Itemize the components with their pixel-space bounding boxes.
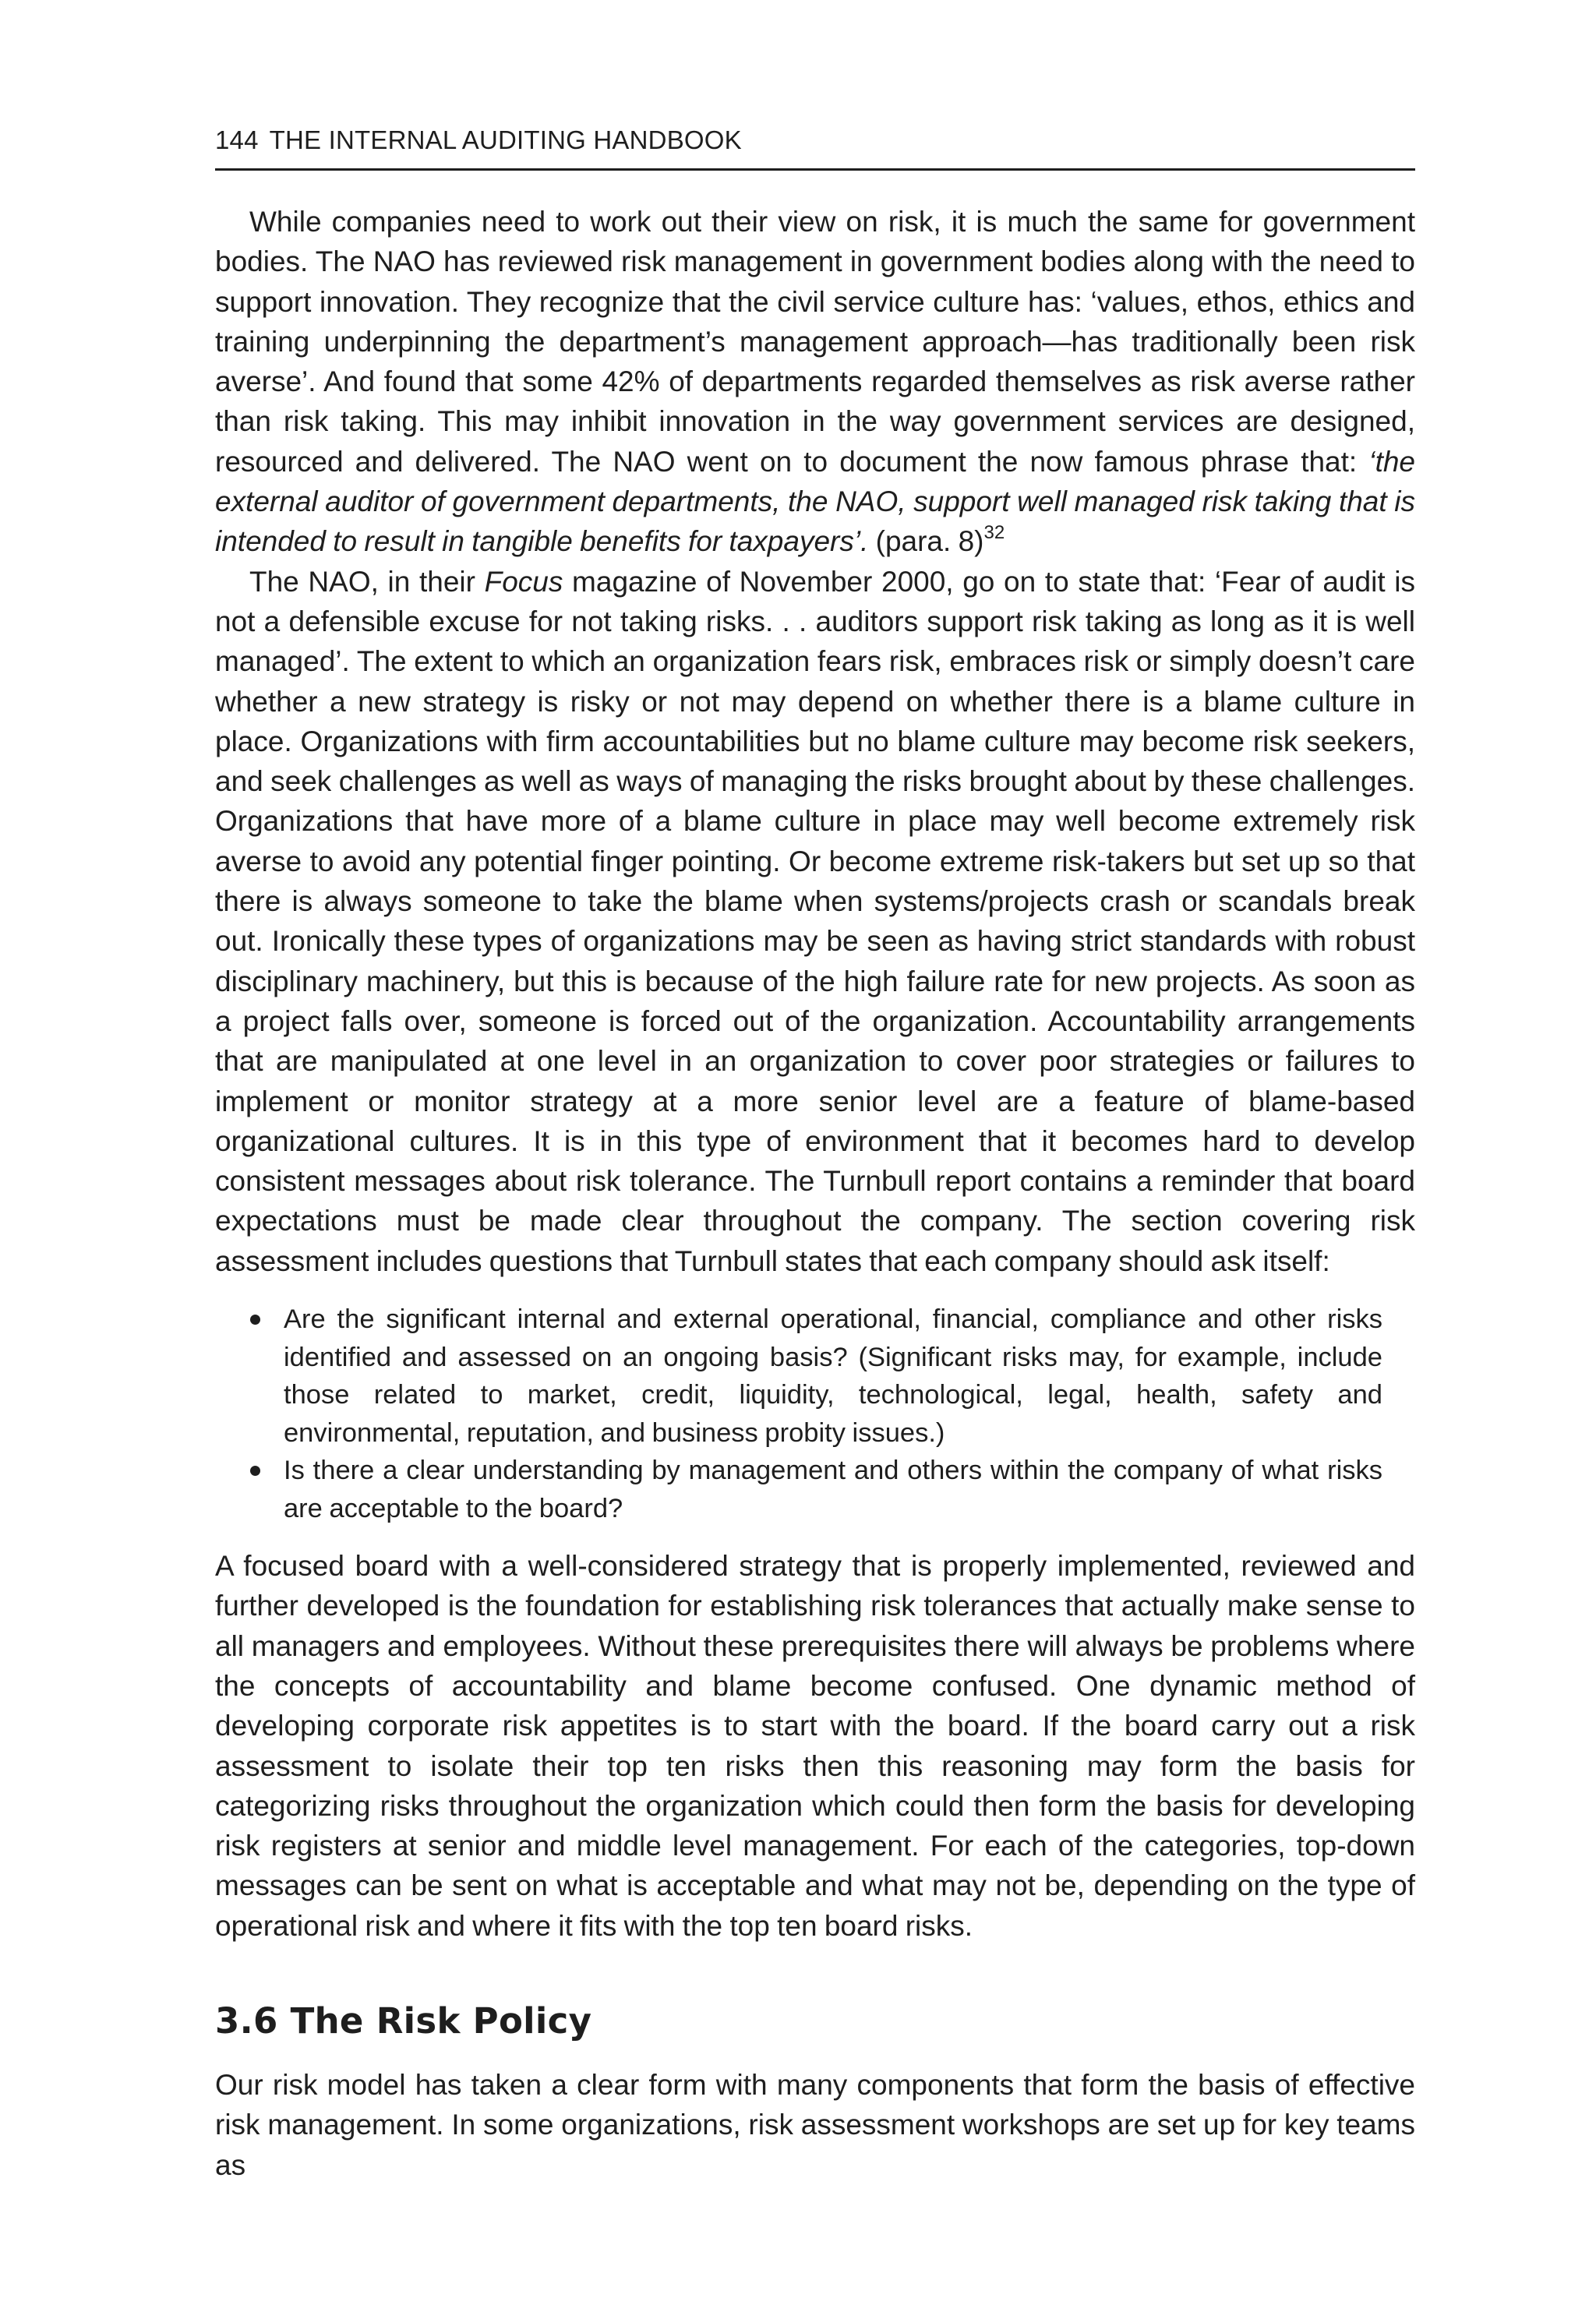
magazine-title: Focus xyxy=(484,565,563,598)
list-item-text: Are the significant internal and external operational, financial, compliance and other risks identified and assessed on an ongoing basis? (Significant risks may, for example, include those related to market, credit, liquidity, technological, legal, health, safety and environmental, reputation, and business probity issues.) xyxy=(284,1304,1382,1448)
list-item xyxy=(284,1301,1382,1452)
paragraph-risk-model: Our risk model has taken a clear form with many components that form the basis of effective risk management. In some organizations, risk assessment workshops are set up for key teams as xyxy=(215,2068,1415,2181)
page-number: 144 xyxy=(215,125,259,154)
paragraph-focused-board: A focused board with a well-considered strategy that is properly implemented, reviewed and further developed is the foundation for establishing risk tolerances that actually make sense to all managers and employees. Without these prerequisites there will always be problems where the concepts of accountability and blame become confused. One dynamic method of developing corporate risk appetites is to start with the board. If the board carry out a risk assessment to isolate their top ten risks then this reasoning may form the basis for categorizing risks throughout the organization which could then form the basis for developing risk registers at senior and middle level management. For each of the categories, top-down messages can be sent on what is acceptable and what may not be, depending on the type of operational risk and where it fits with the top ten board risks. xyxy=(215,1550,1415,1942)
paragraph-blame-culture xyxy=(215,562,1415,1281)
paragraph-lead: The NAO, in their xyxy=(249,565,485,598)
section-number: 3.6 xyxy=(215,2000,278,2042)
list-item-text: Is there a clear understanding by management and others within the company of what risks are acceptable to the board? xyxy=(284,1456,1382,1523)
paragraph-government-risk xyxy=(215,202,1415,562)
header-rule xyxy=(215,168,1415,171)
running-title: THE INTERNAL AUDITING HANDBOOK xyxy=(269,125,742,154)
list-item xyxy=(284,1452,1382,1527)
section-heading xyxy=(215,2000,1415,2043)
body-text xyxy=(215,202,1415,2185)
bullet-icon xyxy=(250,1315,260,1325)
nao-quote: ‘the external auditor of government departments, the NAO, support well managed risk taking that is intended to result in tangible benefits for taxpayers’. xyxy=(215,445,1415,558)
running-header xyxy=(215,125,1415,156)
citation: (para. 8) xyxy=(868,525,984,558)
bullet-icon xyxy=(250,1466,260,1476)
paragraph-text: magazine of November 2000, go on to state that: ‘Fear of audit is not a defensible excuse for not taking risks. . . auditors support risk taking as long as it is well managed’. The extent to which an organization fears risk, embraces risk or simply doesn’t care whether a new strategy is risky or not may depend on whether there is a blame culture in place. Organizations with firm accountabilities but no blame culture may become risk seekers, and seek challenges as well as ways of managing the risks brought about by these challenges. Organizations that have more of a blame culture in place may well become extremely risk averse to avoid any potential finger pointing. Or become extreme risk-takers but set up so that there is always someone to take the blame when systems/projects crash or scandals break out. Ironically these types of organizations may be seen as having strict standards with robust disciplinary machinery, but this is because of the high failure rate for new projects. As soon as a project falls over, someone is forced out of the organization. Accountability arrangements that are manipulated at one level in an organization to cover poor strategies or failures to implement or monitor strategy at a more senior level are a feature of blame-based organizational cultures. It is in this type of environment that it becomes hard to develop consistent messages about risk tolerance. The Turnbull report contains a reminder that board expectations must be made clear throughout the company. The section covering risk assessment includes questions that Turnbull states that each company should ask itself: xyxy=(215,565,1415,1277)
paragraph-text: While companies need to work out their view on risk, it is much the same for government bodies. The NAO has reviewed risk management in government bodies along with the need to support innovation. They recognize that the civil service culture has: ‘values, ethos, ethics and training underpinning the department’s management approach—has traditionally been risk averse’. And found that some 42% of departments regarded themselves as risk averse rather than risk taking. This may inhibit innovation in the way government services are designed, resourced and delivered. The NAO went on to document the now famous phrase that: xyxy=(215,206,1415,478)
turnbull-questions-list xyxy=(215,1301,1382,1527)
footnote-reference: 32 xyxy=(983,522,1005,544)
section-title: The Risk Policy xyxy=(290,2000,592,2042)
